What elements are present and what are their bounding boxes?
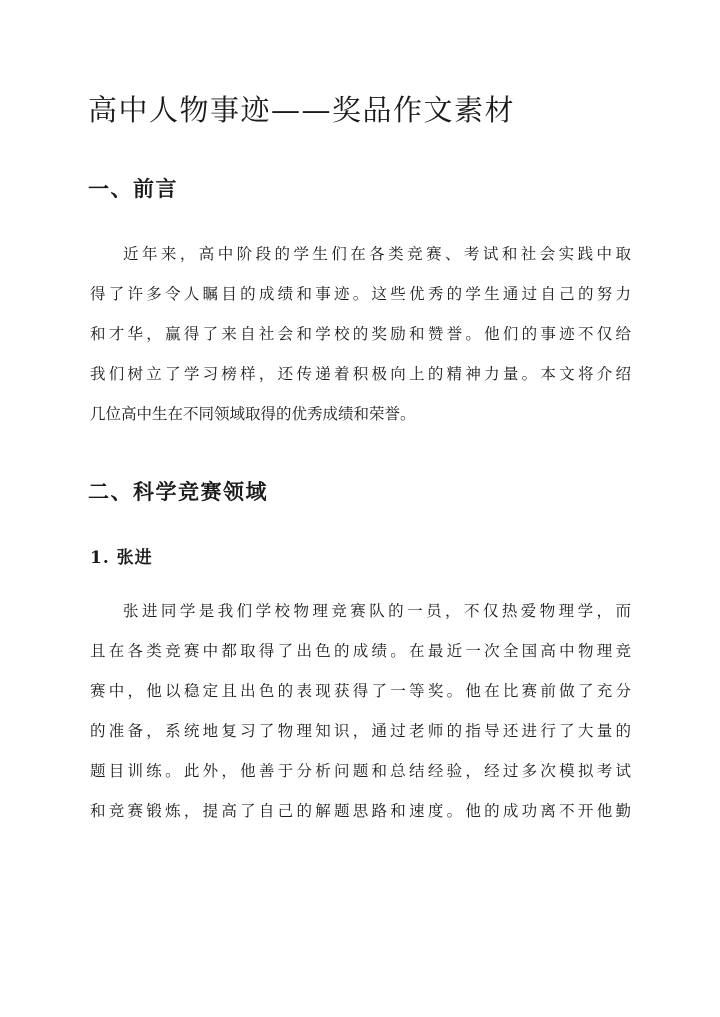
paragraph-line: 我们树立了学习榜样，还传递着积极向上的精神力量。本文将介绍 <box>90 365 631 383</box>
paragraph-line: 的准备，系统地复习了物理知识，通过老师的指导还进行了大量的 <box>90 722 631 740</box>
paragraph-line: 近年来，高中阶段的学生们在各类竞赛、考试和社会实践中取 <box>123 245 631 263</box>
zhang-jin-paragraph <box>90 591 631 831</box>
document-title: 高中人物事迹——奖品作文素材 <box>88 93 516 127</box>
paragraph-line: 且在各类竞赛中都取得了出色的成绩。在最近一次全国高中物理竞 <box>90 642 631 660</box>
paragraph-line: 得了许多令人瞩目的成绩和事迹。这些优秀的学生通过自己的努力 <box>90 285 631 303</box>
section-heading-science-competition: 二、科学竞赛领域 <box>88 479 268 504</box>
paragraph-line: 和竞赛锻炼，提高了自己的解题思路和速度。他的成功离不开他勤 <box>90 802 631 820</box>
preface-paragraph <box>90 234 631 434</box>
paragraph-line: 几位高中生在不同领域取得的优秀成绩和荣誉。 <box>90 405 416 423</box>
paragraph-line: 和才华，赢得了来自社会和学校的奖励和赞誉。他们的事迹不仅给 <box>90 325 631 343</box>
paragraph-line: 题目训练。此外，他善于分析问题和总结经验，经过多次模拟考试 <box>90 762 631 780</box>
paragraph-line: 赛中，他以稳定且出色的表现获得了一等奖。他在比赛前做了充分 <box>90 682 631 700</box>
section-heading-preface: 一、前言 <box>88 176 178 201</box>
subsection-heading-zhang-jin: 1. 张进 <box>90 548 153 568</box>
paragraph-line: 张进同学是我们学校物理竞赛队的一员，不仅热爱物理学，而 <box>123 602 631 620</box>
